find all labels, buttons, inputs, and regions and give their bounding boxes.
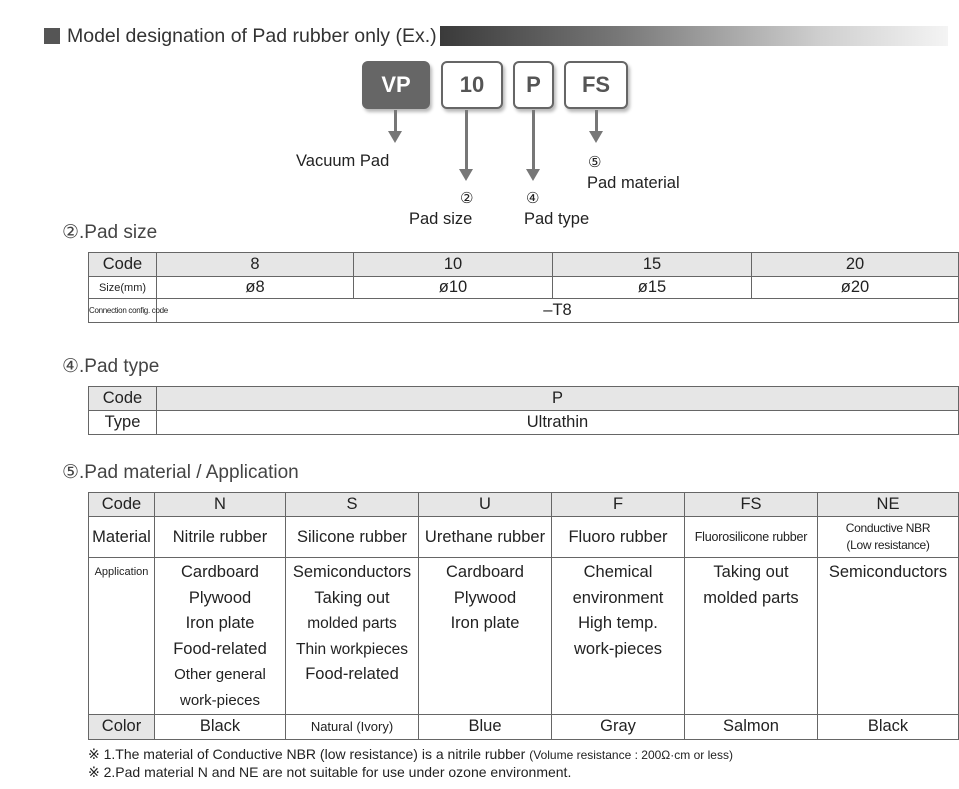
application-cell-s [286, 558, 419, 715]
section-title-pad-type: ④.Pad type [62, 356, 160, 377]
code-box-type: P [513, 61, 554, 109]
material-code-cell: FS [685, 493, 818, 517]
row-label-application: Application [89, 558, 155, 715]
size-value-cell: ø15 [553, 277, 752, 299]
pad-size-code-row [89, 253, 959, 277]
application-line: High temp. [578, 614, 658, 633]
application-line: Chemical [583, 563, 653, 581]
code-box-vp: VP [362, 61, 430, 109]
label-pad-type-num: ④ [526, 190, 540, 207]
header-gradient-bar [440, 26, 948, 46]
application-cell-u [419, 558, 552, 715]
size-value-cell: ø8 [157, 277, 354, 299]
application-line: Taking out [713, 563, 789, 581]
label-pad-material-num: ⑤ [588, 154, 602, 171]
material-code-row [89, 493, 959, 517]
pad-type-code-row [89, 387, 959, 411]
material-name-row [89, 517, 959, 558]
material-name-cell: Urethane rubber [419, 517, 552, 558]
application-cell-f [552, 558, 685, 715]
arrow-vp-line [394, 110, 397, 132]
material-name-cell: Silicone rubber [286, 517, 419, 558]
material-ne-line2: (Low resistance) [846, 538, 930, 552]
application-line: work-pieces [179, 691, 261, 709]
arrow-type-head [526, 169, 540, 181]
material-name-cell [818, 517, 959, 558]
size-code-cell: 10 [354, 253, 553, 277]
pad-size-size-row [89, 277, 959, 299]
application-line: Iron plate [185, 614, 255, 633]
material-name-cell: Fluoro rubber [552, 517, 685, 558]
application-cell-ne [818, 558, 959, 715]
row-label-size: Size(mm) [89, 277, 157, 299]
color-cell: Blue [419, 714, 552, 739]
color-cell: Black [818, 714, 959, 739]
label-vacuum-pad: Vacuum Pad [296, 152, 390, 170]
pad-size-conn-row [89, 299, 959, 323]
size-value-cell: ø20 [752, 277, 959, 299]
arrow-material-line [595, 110, 598, 132]
material-application-row [89, 558, 959, 715]
section-title-pad-size: ②.Pad size [62, 222, 158, 243]
application-line: Other general [174, 666, 266, 684]
note-1-main: ※ 1.The material of Conductive NBR (low resistance) is a nitrile rubber [88, 746, 530, 762]
label-pad-size: Pad size [409, 210, 473, 228]
material-name-cell: Nitrile rubber [155, 517, 286, 558]
color-cell: Natural (Ivory) [286, 714, 419, 739]
arrow-type-line [532, 110, 535, 170]
section-title-pad-material: ⑤.Pad material / Application [62, 462, 299, 483]
code-box-size: 10 [441, 61, 503, 109]
application-line: Food-related [305, 665, 399, 684]
type-value-cell: Ultrathin [157, 411, 959, 435]
row-label-code: Code [89, 387, 157, 411]
note-2: ※ 2.Pad material N and NE are not suitable for use under ozone environment. [88, 764, 572, 780]
material-code-cell: N [155, 493, 286, 517]
application-line: Plywood [188, 588, 252, 607]
row-label-type: Type [89, 411, 157, 435]
color-cell: Gray [552, 714, 685, 739]
row-label-code: Code [89, 493, 155, 517]
conn-value-cell: –T8 [157, 299, 959, 323]
application-line: environment [572, 588, 664, 607]
application-line: molded parts [307, 615, 397, 633]
pad-size-table [88, 252, 959, 323]
application-line: work-pieces [573, 639, 663, 658]
row-label-color: Color [89, 714, 155, 739]
label-pad-type: Pad type [524, 210, 590, 228]
material-code-cell: S [286, 493, 419, 517]
row-label-material: Material [89, 517, 155, 558]
application-line: Plywood [453, 588, 517, 607]
application-line: Food-related [173, 639, 267, 658]
application-line: Semiconductors [828, 563, 948, 581]
material-ne-line1: Conductive NBR [845, 521, 931, 535]
application-line: Semiconductors [292, 563, 412, 581]
application-cell-n [155, 558, 286, 715]
page-title: Model designation of Pad rubber only (Ex.) [67, 25, 437, 47]
application-cell-fs [685, 558, 818, 715]
code-box-material: FS [564, 61, 628, 109]
material-code-cell: NE [818, 493, 959, 517]
arrow-size-line [465, 110, 468, 170]
label-pad-size-num: ② [460, 190, 474, 207]
size-code-cell: 15 [553, 253, 752, 277]
size-code-cell: 20 [752, 253, 959, 277]
pad-material-table [88, 492, 959, 740]
header-square-icon [44, 28, 60, 44]
material-code-cell: F [552, 493, 685, 517]
material-name-cell: Fluorosilicone rubber [685, 517, 818, 558]
application-line: molded parts [703, 588, 799, 607]
pad-type-table [88, 386, 959, 435]
material-code-cell: U [419, 493, 552, 517]
label-pad-material: Pad material [587, 174, 680, 192]
arrow-material-head [589, 131, 603, 143]
application-line: Thin workpieces [296, 640, 408, 658]
arrow-vp-head [388, 131, 402, 143]
application-line: Cardboard [181, 563, 259, 581]
application-line: Taking out [314, 588, 390, 607]
application-line: Cardboard [446, 563, 524, 581]
size-value-cell: ø10 [354, 277, 553, 299]
note-1-small: (Volume resistance : 200Ω·cm or less) [529, 748, 733, 762]
row-label-code: Code [89, 253, 157, 277]
row-label-conn: Connection config. code [89, 299, 157, 323]
note-1 [88, 746, 733, 764]
arrow-size-head [459, 169, 473, 181]
color-cell: Salmon [685, 714, 818, 739]
size-code-cell: 8 [157, 253, 354, 277]
color-cell: Black [155, 714, 286, 739]
material-color-row [89, 714, 959, 739]
pad-type-type-row [89, 411, 959, 435]
application-line: Iron plate [450, 614, 520, 633]
type-code-cell: P [157, 387, 959, 411]
